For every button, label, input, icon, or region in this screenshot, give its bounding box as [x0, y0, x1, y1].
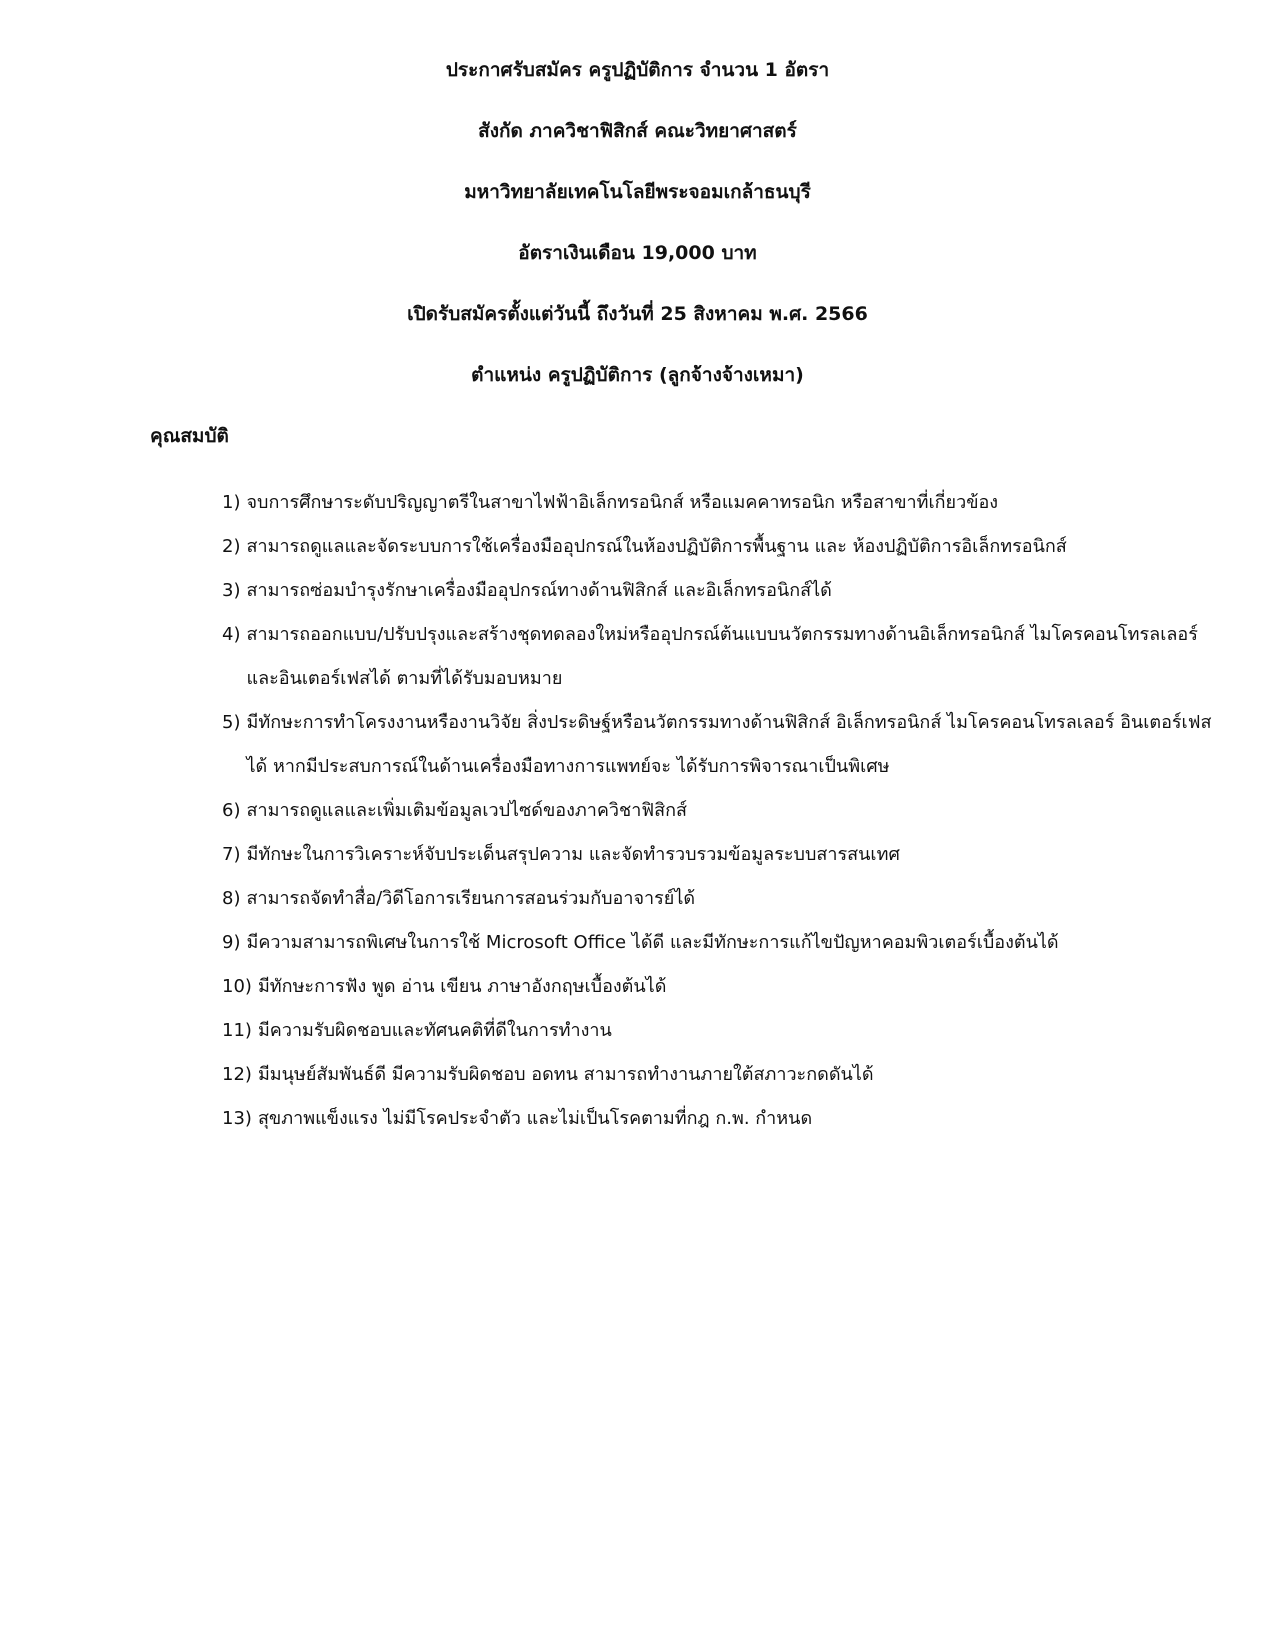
- qualification-number: 1): [222, 492, 241, 513]
- qualification-item: [222, 833, 1222, 877]
- qualification-item: [222, 1053, 1222, 1097]
- position-line: ตำแหน่ง ครูปฏิบัติการ (ลูกจ้างจ้างเหมา): [471, 364, 804, 386]
- application-period-line: เปิดรับสมัครตั้งแต่วันนี้ ถึงวันที่ 25 สิงหาคม พ.ศ. 2566: [407, 303, 868, 325]
- qualifications-heading: คุณสมบัติ: [150, 425, 229, 447]
- qualification-number: 3): [222, 580, 241, 601]
- qualification-text: สามารถจัดทำสื่อ/วิดีโอการเรียนการสอนร่วมกับอาจารย์ได้: [246, 888, 696, 909]
- qualification-item: [222, 1097, 1222, 1141]
- qualification-number: 2): [222, 536, 241, 557]
- department-line: สังกัด ภาควิชาฟิสิกส์ คณะวิทยาศาสตร์: [478, 120, 797, 142]
- qualification-number: 10): [222, 976, 252, 997]
- qualification-item: [222, 525, 1222, 569]
- qualification-text: มีมนุษย์สัมพันธ์ดี มีความรับผิดชอบ อดทน สามารถทำงานภายใต้สภาวะกดดันได้: [257, 1064, 874, 1085]
- qualification-number: 11): [222, 1020, 252, 1041]
- qualification-text: สุขภาพแข็งแรง ไม่มีโรคประจำตัว และไม่เป็นโรคตามที่กฎ ก.พ. กำหนด: [257, 1108, 813, 1129]
- qualification-text: มีทักษะการฟัง พูด อ่าน เขียน ภาษาอังกฤษเบื้องต้นได้: [257, 976, 667, 997]
- qualification-number: 9): [222, 932, 241, 953]
- announcement-header: [0, 58, 1275, 424]
- qualification-item: [222, 701, 1222, 789]
- qualification-text: จบการศึกษาระดับปริญญาตรีในสาขาไฟฟ้าอิเล็กทรอนิกส์ หรือแมคคาทรอนิก หรือสาขาที่เกี่ยวข้อง: [246, 492, 999, 513]
- university-line: มหาวิทยาลัยเทคโนโลยีพระจอมเกล้าธนบุรี: [464, 181, 811, 203]
- qualification-number: 6): [222, 800, 241, 821]
- qualification-text: มีความรับผิดชอบและทัศนคติที่ดีในการทำงาน: [257, 1020, 612, 1041]
- qualification-text: มีความสามารถพิเศษในการใช้ Microsoft Office ได้ดี และมีทักษะการแก้ไขปัญหาคอมพิวเตอร์เบื้องต้นได้: [246, 932, 1059, 953]
- qualification-text: สามารถดูแลและเพิ่มเติมข้อมูลเวปไซด์ของภาควิชาฟิสิกส์: [246, 800, 687, 821]
- qualification-number: 12): [222, 1064, 252, 1085]
- qualification-item: [222, 613, 1222, 701]
- qualification-item: [222, 965, 1222, 1009]
- qualification-number: 8): [222, 888, 241, 909]
- qualification-text: มีทักษะการทำโครงงานหรืองานวิจัย สิ่งประดิษฐ์หรือนวัตกรรมทางด้านฟิสิกส์ อิเล็กทรอนิกส์ ไมโครคอนโทรลเลอร์ อินเตอร์เฟสได้ หากมีประสบการณ์ในด้านเครื่องมือทางการแพทย์จะ ได้รับการพิจารณาเป็นพิเศษ: [246, 712, 1212, 777]
- qualification-item: [222, 1009, 1222, 1053]
- qualification-text: สามารถออกแบบ/ปรับปรุงและสร้างชุดทดลองใหม่หรืออุปกรณ์ต้นแบบนวัตกรรมทางด้านอิเล็กทรอนิกส์ ไมโครคอนโทรลเลอร์ และอินเตอร์เฟสได้ ตามที่ได้รับมอบหมาย: [246, 624, 1198, 689]
- qualification-number: 7): [222, 844, 241, 865]
- announcement-title: ประกาศรับสมัคร ครูปฏิบัติการ จำนวน 1 อัตรา: [445, 59, 830, 81]
- qualification-number: 13): [222, 1108, 252, 1129]
- salary-line: อัตราเงินเดือน 19,000 บาท: [518, 242, 757, 264]
- qualification-text: มีทักษะในการวิเคราะห์จับประเด็นสรุปความ และจัดทำรวบรวมข้อมูลระบบสารสนเทศ: [246, 844, 900, 865]
- qualification-number: 4): [222, 624, 241, 645]
- qualifications-list: [222, 481, 1222, 1141]
- qualification-item: [222, 921, 1222, 965]
- qualification-text: สามารถดูแลและจัดระบบการใช้เครื่องมืออุปกรณ์ในห้องปฏิบัติการพื้นฐาน และ ห้องปฏิบัติการอิเล็กทรอนิกส์: [246, 536, 1067, 557]
- qualification-item: [222, 877, 1222, 921]
- qualification-item: [222, 789, 1222, 833]
- qualification-item: [222, 481, 1222, 525]
- qualification-text: สามารถซ่อมบำรุงรักษาเครื่องมืออุปกรณ์ทางด้านฟิสิกส์ และอิเล็กทรอนิกส์ได้: [246, 580, 832, 601]
- qualification-number: 5): [222, 712, 241, 733]
- qualification-item: [222, 569, 1222, 613]
